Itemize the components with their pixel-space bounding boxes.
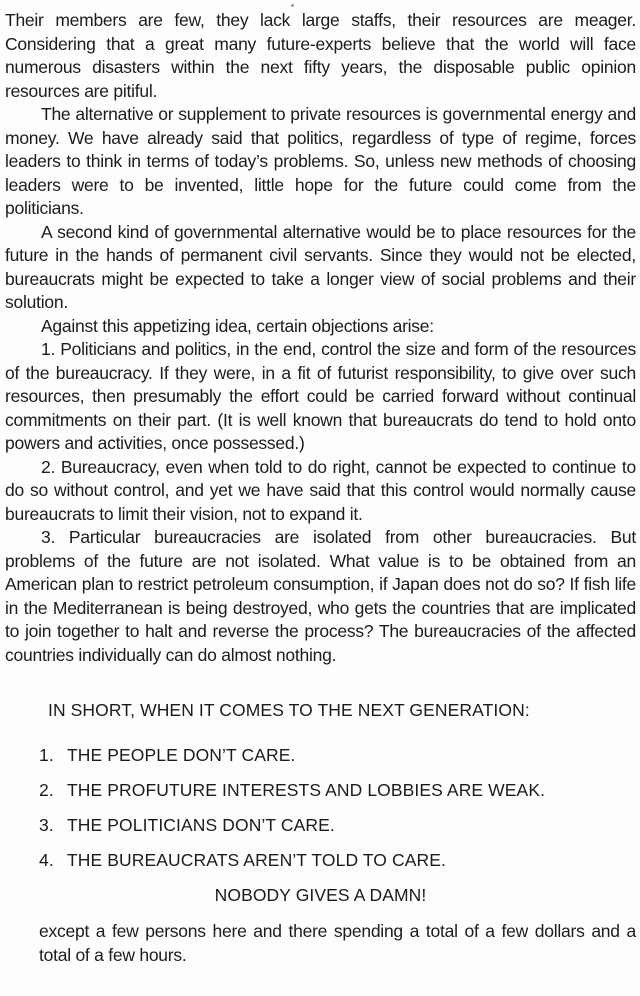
summary-item-2: [39, 778, 628, 802]
summary-item-text: THE BUREAUCRATS AREN’T TOLD TO CARE.: [67, 850, 446, 870]
paragraph-2: The alternative or supplement to private resources is governmental energy and money. We have already said that politics, regardless of type of regime, forces leaders to think in terms of today’s problems. So, unless new methods of choosing leaders were to be invented, little hope for the future could come from the politicians.: [5, 104, 636, 218]
summary-item-number: 1.: [39, 745, 54, 765]
summary-list: [39, 743, 628, 872]
summary-heading: IN SHORT, WHEN IT COMES TO THE NEXT GENERATION:: [48, 700, 530, 720]
paragraph-1: Their members are few, they lack large staffs, their resources are meager. Considering that a great many future-experts believe that the world will face numerous disasters within the next fifty years, the disposable public opinion resources are pitiful.: [5, 10, 636, 101]
summary-item-number: 4.: [39, 850, 54, 870]
paragraph-5-objection-1: 1. Politicians and politics, in the end, control the size and form of the resources of the bureaucracy. If they were, in a fit of futurist responsibility, to give over such resources, then presumably the effort could be carried forward without continual commitments on their part. (It is well known that bureaucrats do tend to hold onto powers and activities, once possessed.): [5, 339, 636, 453]
summary-item-3: [39, 813, 628, 837]
scan-speck: [291, 4, 294, 7]
paragraph-7-objection-3: 3. Particular bureaucracies are isolated from other bureaucracies. But problems of the future are not isolated. What value is to be obtained from an American plan to restrict petroleum consumption, if Japan does not do so? If fish life in the Mediterranean is being destroyed, who gets the countries that are implicated to join together to halt and reverse the process? The bureaucracies of the affected countries individually can do almost nothing.: [5, 527, 636, 665]
summary-item-1: [39, 743, 628, 767]
summary-item-4: [39, 848, 628, 872]
summary-item-text: THE POLITICIANS DON’T CARE.: [67, 815, 335, 835]
summary-item-text: THE PEOPLE DON’T CARE.: [67, 745, 296, 765]
paragraph-4: Against this appetizing idea, certain objections arise:: [41, 315, 434, 336]
closing-paragraph: except a few persons here and there spending a total of a few dollars and a total of a few hours.: [39, 921, 636, 965]
summary-item-number: 3.: [39, 815, 54, 835]
paragraph-6-objection-2: 2. Bureaucracy, even when told to do right, cannot be expected to continue to do so without control, and yet we have said that this control would normally cause bureaucrats to limit their vision, not to expand it.: [5, 456, 636, 524]
exclamation-line: NOBODY GIVES A DAMN!: [214, 885, 427, 905]
summary-item-text: THE PROFUTURE INTERESTS AND LOBBIES ARE WEAK.: [67, 780, 546, 800]
summary-section: [39, 698, 628, 872]
paragraph-3: A second kind of governmental alternative would be to place resources for the future in the hands of permanent civil servants. Since they would not be elected, bureaucrats might be expected to take a longer view of social problems and their solution.: [5, 221, 636, 312]
summary-item-number: 2.: [39, 780, 54, 800]
